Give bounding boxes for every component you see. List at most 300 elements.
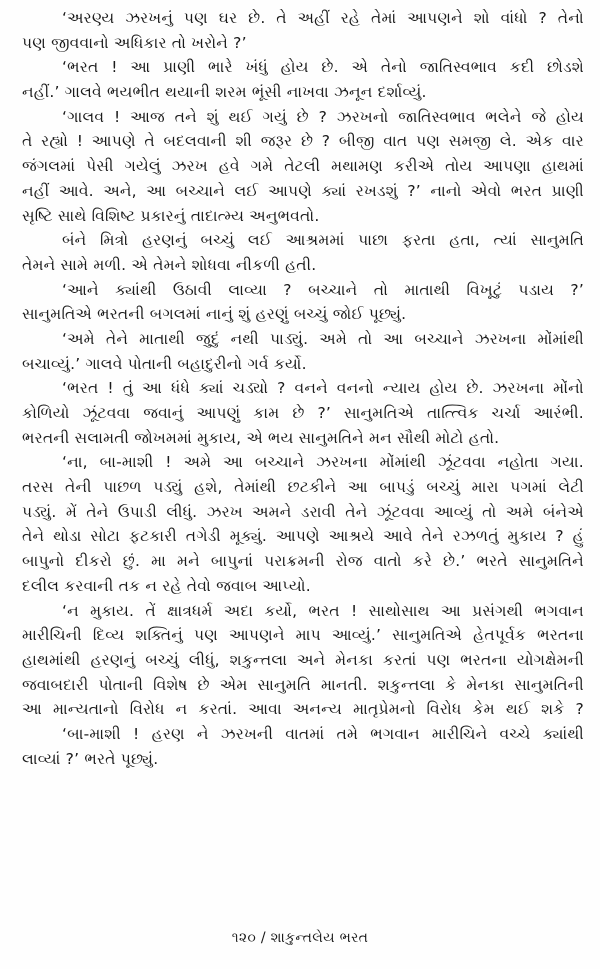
word: નાનો xyxy=(430,181,462,200)
word: હરણ xyxy=(151,724,185,743)
word: તે xyxy=(144,132,155,151)
word: બચ્ચું xyxy=(200,231,235,250)
word: તોય xyxy=(445,157,473,176)
word: કરતાં. xyxy=(198,700,238,719)
word: એ xyxy=(351,58,369,77)
word: રઝળતું xyxy=(452,527,499,546)
word: આ xyxy=(130,58,151,77)
word: ગયેલું xyxy=(124,157,161,176)
word: ગયું xyxy=(262,107,287,126)
word: મા xyxy=(151,552,167,571)
text-line xyxy=(22,500,584,525)
word: લાવ્યા xyxy=(228,280,267,299)
word: ગયા. xyxy=(550,453,584,472)
word: તેને xyxy=(345,502,368,521)
text-line xyxy=(22,376,584,401)
word: રહે xyxy=(340,9,361,27)
word: અને, xyxy=(103,181,137,200)
word: ? xyxy=(283,280,292,299)
word: આવ્યું.’ xyxy=(331,626,382,645)
word: બચ્ચાને xyxy=(308,280,358,299)
text-line xyxy=(22,80,584,105)
word: આવા xyxy=(248,700,282,719)
word: અમે xyxy=(505,502,534,521)
text-line xyxy=(22,154,584,179)
word: ક્યાં xyxy=(198,379,224,398)
word: માતાથી xyxy=(139,329,185,348)
word: હતા, xyxy=(449,231,480,250)
word: મુકાય xyxy=(507,527,547,546)
word: હાથમાં xyxy=(541,157,584,176)
word: કોળિયો xyxy=(22,404,70,422)
word: આપણે xyxy=(268,181,312,200)
word: વનને xyxy=(294,379,328,398)
word: સાનુમતિએ xyxy=(344,404,414,422)
word: મારીચિની xyxy=(22,626,82,645)
word: તેનો xyxy=(557,9,584,27)
word: પેસી xyxy=(86,157,114,176)
word: ક્યાંથી xyxy=(115,280,157,299)
word: ‘ના, xyxy=(62,453,88,472)
word: મેનકા xyxy=(335,650,373,669)
text-line xyxy=(22,129,584,154)
text-line xyxy=(22,623,584,648)
text-line xyxy=(22,747,584,772)
word: બચ્ચાને xyxy=(175,181,225,200)
word: પડ્યું. xyxy=(22,502,57,521)
word: તે xyxy=(22,132,33,151)
text-line-content: નહીં.’ ગાલવે ભયભીત થયાની શરમ ભૂંસી નાખવા ઝનૂન દર્શાવ્યું. xyxy=(22,83,427,102)
word: તગેડી xyxy=(185,527,221,546)
word: ‘અરણ્ય xyxy=(62,9,115,27)
word: સાનુમતિની xyxy=(514,675,584,694)
word: છે. xyxy=(248,9,266,27)
word: જુદું xyxy=(195,329,220,348)
word: દિવ્ય xyxy=(92,626,125,645)
word: બીજી xyxy=(338,132,375,151)
word: સાનુમતિ xyxy=(530,231,584,250)
word: લે. xyxy=(499,132,517,151)
text-line xyxy=(22,524,584,549)
word: આવે xyxy=(383,527,413,546)
word: ફટકારી xyxy=(128,527,177,546)
word: ! xyxy=(107,379,114,398)
word: ! xyxy=(350,601,358,620)
word: ભલેને xyxy=(485,107,522,126)
word: વિખૂટું xyxy=(466,280,503,299)
word: નહોતા xyxy=(497,453,539,472)
word: મોંનો xyxy=(553,379,584,398)
word: ઉઠાવી xyxy=(172,280,213,299)
word: મારા xyxy=(471,478,499,497)
word: તો xyxy=(373,280,389,299)
word: પણ xyxy=(194,626,218,645)
word: સમજી xyxy=(448,132,492,151)
word: છે xyxy=(197,675,210,694)
word: તેમાં xyxy=(370,9,397,27)
word: માપ xyxy=(295,626,321,645)
word: ગમે xyxy=(250,157,274,176)
word: થોડા xyxy=(53,527,82,546)
word: છે.’ xyxy=(443,552,466,571)
word: છોડશે xyxy=(547,58,584,77)
word: બાપડું xyxy=(379,478,415,497)
word: પ્રાણી xyxy=(163,58,196,77)
word: તો xyxy=(358,329,373,348)
word: તેને xyxy=(86,502,109,521)
word: માનતી. xyxy=(320,675,368,694)
word: પાછા xyxy=(358,231,389,250)
word: જવાબદારી xyxy=(22,675,89,694)
word: વિશેષ xyxy=(153,675,188,694)
word: રોજ xyxy=(335,552,363,571)
word: લેટી xyxy=(558,478,584,497)
word: ભરતના xyxy=(460,650,508,669)
word: મોંમાંથી xyxy=(379,453,427,472)
word: ઝરખ xyxy=(206,502,243,521)
word: તને xyxy=(174,107,197,126)
word: ઝરખના xyxy=(492,379,545,398)
word: દીકરો xyxy=(75,552,112,571)
word: પોતાની xyxy=(98,675,144,694)
word: આપણું xyxy=(196,404,241,422)
word: આ xyxy=(383,329,404,348)
word: અમે xyxy=(183,453,212,472)
word: કેમ xyxy=(472,700,495,719)
text-line-content: તેમને સામે મળી. એ તેમને શોધવા નીકળી હતી. xyxy=(22,255,317,274)
word: તાત્ત્વિક xyxy=(426,404,479,422)
word: ઝરખનો xyxy=(336,107,389,126)
text-line-content: સાનુમતિએ ભરતની બગલમાં નાનું શું હરણું બચ્ચું જોઈ પૂછ્યું. xyxy=(22,305,407,324)
word: સોટા xyxy=(90,527,121,546)
word: રખડશું xyxy=(355,181,398,200)
word: શકુન્તલા xyxy=(229,650,288,669)
word: શું xyxy=(206,107,219,126)
text-line xyxy=(22,352,584,377)
word: ઝરખની xyxy=(220,724,274,743)
text-line xyxy=(22,401,584,426)
word: ચડ્યો xyxy=(232,379,269,398)
word: મથામણ xyxy=(331,157,384,176)
word: આ xyxy=(223,453,244,472)
text-line xyxy=(22,722,584,747)
word: પણ xyxy=(416,132,441,151)
word: બદલવાની xyxy=(163,132,227,151)
word: પણ xyxy=(426,650,451,669)
word: સાનુમતિએ xyxy=(392,626,463,645)
word: શી xyxy=(235,132,253,151)
word: ન xyxy=(175,700,188,719)
word: ! xyxy=(165,453,172,472)
word: બા-માશી xyxy=(99,453,154,472)
word: ઝરખના xyxy=(316,453,368,472)
text-line xyxy=(22,302,584,327)
text-line xyxy=(22,31,584,56)
word: શકુન્તલા xyxy=(377,675,436,694)
word: તમે xyxy=(336,724,359,743)
word: આરંભી. xyxy=(533,404,584,422)
word: સાનુમતિ xyxy=(257,675,311,694)
word: વાતો xyxy=(373,552,402,571)
word: શો xyxy=(473,9,490,27)
word: ક્યાંથી xyxy=(542,724,584,743)
text-line xyxy=(22,253,584,278)
text-line xyxy=(22,55,584,80)
word: એવો xyxy=(471,181,502,200)
word: મૂક્યું. xyxy=(229,527,268,546)
word: માતાથી xyxy=(404,280,451,299)
word: તે xyxy=(276,9,287,27)
word: જંગલમાં xyxy=(22,157,76,176)
word: ઝરખનું xyxy=(125,9,174,27)
word: ‘આને xyxy=(62,280,99,299)
word: પ્રસંગથી xyxy=(472,601,524,620)
word: બાપુનાં xyxy=(210,552,254,571)
word: જવાનું xyxy=(143,404,184,422)
word: શકે xyxy=(541,700,565,719)
word: લઈ xyxy=(247,231,272,250)
word: ! xyxy=(113,107,121,126)
word: બંને xyxy=(62,231,87,250)
word: વાત xyxy=(383,132,408,151)
word: છું. xyxy=(122,552,141,571)
text-line-content: લાવ્યાં ?’ ભરતે પૂછ્યું. xyxy=(22,749,159,768)
word: ? xyxy=(277,379,286,398)
word: પગમાં xyxy=(510,478,547,497)
word: બંનેએ xyxy=(542,502,584,521)
word: છટકીને xyxy=(287,478,337,497)
word: ભરત xyxy=(308,601,340,620)
word: ‘ગાલવ xyxy=(62,107,105,126)
word: હશે, xyxy=(194,478,223,497)
text-line xyxy=(22,105,584,130)
word: એમ xyxy=(219,675,248,694)
word: ઉપાડી xyxy=(117,502,157,521)
word: ઝૂંટવવા xyxy=(376,502,425,521)
text-line xyxy=(22,6,584,31)
word: તેને xyxy=(22,527,45,546)
word: પાછળ xyxy=(103,478,142,497)
word: આપણે xyxy=(275,527,320,546)
word: છે. xyxy=(466,379,484,398)
word: તેમાંથી xyxy=(234,478,277,497)
word: હોય xyxy=(280,58,309,77)
word: વનનો xyxy=(336,379,374,398)
word: લીધું. xyxy=(166,502,198,521)
word: માન્યતાનો xyxy=(52,700,119,719)
word: મને xyxy=(177,552,200,571)
word: બચ્ચાને xyxy=(254,453,305,472)
word: વાર xyxy=(561,132,584,151)
word: યોગક્ષેમની xyxy=(516,650,584,669)
word: વાંધો xyxy=(500,9,528,27)
word: તું xyxy=(122,379,134,398)
word: કરતાં xyxy=(382,650,417,669)
word: ભરતે xyxy=(476,552,508,571)
word: અદા xyxy=(223,601,254,620)
word: ઝૂંટવવા xyxy=(82,404,131,422)
word: ‘ભરત xyxy=(62,379,99,398)
word: ખંધું xyxy=(245,58,268,77)
word: ‘ભરત xyxy=(62,58,99,77)
word: આપણા xyxy=(483,157,531,176)
word: અનન્ય xyxy=(292,700,343,719)
word: ‘બા-માશી xyxy=(62,724,121,743)
word: રહ્યો xyxy=(41,132,69,151)
word: તેં xyxy=(145,601,156,620)
word: બાપુનો xyxy=(22,552,65,571)
word: ધંધે xyxy=(170,379,190,398)
word: આ xyxy=(347,478,368,497)
word: ભારે xyxy=(208,58,233,77)
word: સાનુમતિને xyxy=(518,552,584,571)
text-line xyxy=(22,179,584,204)
text-line xyxy=(22,599,584,624)
word: ? xyxy=(575,700,584,719)
word: આપણે xyxy=(91,132,136,151)
word: ફરતા xyxy=(401,231,436,250)
word: મેં xyxy=(65,502,77,521)
text-line-content: દલીલ કરવાની તક ન રહે તેવો જવાબ આપ્યો. xyxy=(22,576,311,595)
word: આ xyxy=(440,601,461,620)
word: મારીચિને xyxy=(431,724,488,743)
word: પ્રાણી xyxy=(551,181,584,200)
word: કે xyxy=(445,675,457,694)
word: વાતમાં xyxy=(285,724,325,743)
word: કામ xyxy=(253,404,280,422)
word: સાથોસાથ xyxy=(368,601,430,620)
word: ઝરખ xyxy=(171,157,208,176)
word: તેને xyxy=(105,329,129,348)
word: આ xyxy=(146,181,167,200)
word: ઝરખના xyxy=(474,329,527,348)
word: જરૂર xyxy=(260,132,293,151)
word: કર્યો, xyxy=(264,601,298,620)
text-line xyxy=(22,697,584,722)
word: કરીએ xyxy=(393,157,435,176)
text-line xyxy=(22,475,584,500)
text-line xyxy=(22,673,584,698)
word: કદી xyxy=(509,58,535,77)
word: ક્યાં xyxy=(321,181,347,200)
word: છે xyxy=(300,132,314,151)
word: બચ્ચું xyxy=(145,650,179,669)
word: અહીં xyxy=(297,9,330,27)
word: હરણનું xyxy=(90,650,136,669)
word: બચ્ચું xyxy=(426,478,461,497)
word: અમે xyxy=(319,329,347,348)
word: આશ્રયે xyxy=(328,527,375,546)
word: આવે. xyxy=(58,181,94,200)
word: હેતપૂર્વક xyxy=(473,626,527,645)
word: છે xyxy=(296,107,309,126)
word: ભગવાન xyxy=(370,724,420,743)
word: ?’ xyxy=(407,181,421,200)
word: પડાય xyxy=(518,280,555,299)
word: ભગવાન xyxy=(534,601,584,620)
word: નહીં xyxy=(22,181,50,200)
word: તેટલી xyxy=(284,157,321,176)
word: એક xyxy=(525,132,554,151)
word: ઘર xyxy=(218,9,238,27)
word: જાતિસ્વભાવ xyxy=(419,58,498,77)
word: હોય xyxy=(555,107,584,126)
word: જાતિસ્વભાવ xyxy=(398,107,476,126)
word: અને xyxy=(296,650,326,669)
word: ચર્ચા xyxy=(491,404,521,422)
text-line xyxy=(22,549,584,574)
text-line xyxy=(22,648,584,673)
text-line-content: બચાવ્યું.’ ગાલવે પોતાની બહાદુરીનો ગર્વ કર્યો. xyxy=(22,354,307,373)
word: ને xyxy=(196,724,209,743)
word: ઝૂંટવવા xyxy=(437,453,486,472)
word: બચ્ચાને xyxy=(414,329,464,348)
word: ?’ xyxy=(570,280,584,299)
word: ભરત xyxy=(510,181,543,200)
word: હું xyxy=(572,527,584,546)
text-line xyxy=(22,574,584,599)
word: ડરાવી xyxy=(300,502,336,521)
word: જે xyxy=(531,107,547,126)
word: ‘ન xyxy=(62,601,79,620)
text-line xyxy=(22,426,584,451)
word: અમને xyxy=(252,502,292,521)
word: હોય xyxy=(429,379,458,398)
word: મિત્રો xyxy=(100,231,129,250)
word: થઈ xyxy=(505,700,531,719)
word: ? xyxy=(538,9,547,27)
word: આવ્યું xyxy=(433,502,473,521)
word: થઈ xyxy=(228,107,253,126)
word: તેને xyxy=(421,527,444,546)
word: માતૃપ્રેમનો xyxy=(353,700,416,719)
word: પાડ્યું. xyxy=(269,329,309,348)
word: ‘અમે xyxy=(62,329,95,348)
word: ! xyxy=(76,132,84,151)
word: આ xyxy=(22,700,42,719)
text-line xyxy=(22,450,584,475)
word: લીધું, xyxy=(188,650,220,669)
word: લઈ xyxy=(234,181,259,200)
word: નથી xyxy=(230,329,259,348)
word: ? xyxy=(555,527,564,546)
word: ક્ષાત્રધર્મ xyxy=(167,601,213,620)
word: પડ્યું xyxy=(153,478,183,497)
text-line xyxy=(22,278,584,303)
word: વિરોધ xyxy=(129,700,165,719)
word: તો xyxy=(482,502,497,521)
text-line xyxy=(22,204,584,229)
word: તેનો xyxy=(380,58,407,77)
word: ભરતના xyxy=(537,626,584,645)
word: આ xyxy=(142,379,163,398)
body-text xyxy=(22,6,584,771)
word: છે xyxy=(292,404,305,422)
word: આપણને xyxy=(407,9,463,27)
word: ! xyxy=(133,724,140,743)
word: મેનકા xyxy=(466,675,505,694)
word: હરણનું xyxy=(141,231,187,250)
word: આશ્રમમાં xyxy=(285,231,345,250)
word: વચ્ચે xyxy=(499,724,531,743)
word: આપણને xyxy=(229,626,285,645)
word: તરસ xyxy=(22,478,54,497)
word: છે. xyxy=(321,58,339,77)
word: ન્યાય xyxy=(382,379,421,398)
text-line xyxy=(22,228,584,253)
text-line-content: સૃષ્ટિ સાથે વિશિષ્ટ પ્રકારનું તાદાત્મ્ય અનુભવતો. xyxy=(22,206,320,225)
word: કરે xyxy=(412,552,433,571)
